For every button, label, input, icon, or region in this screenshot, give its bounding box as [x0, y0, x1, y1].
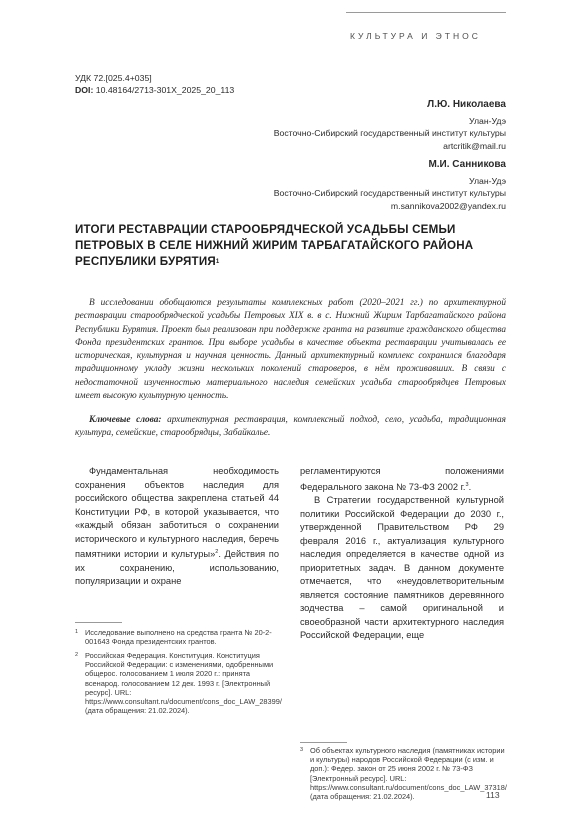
header-rule	[346, 12, 506, 13]
abstract: В исследовании обобщаются результаты комплексных работ (2020–2021 гг.) по архитектурной реставрации старообрядческой усадьбы Петровых XIX в. в с. Нижний Жирим Тарбагатайского района Республики Бурятия. Проект был реализован при поддержке гранта на развитие гражданского общества Фонда президентских грантов. При выборе усадьбы в качестве объекта реставрации учитывалась ее историческая, культурная и научная ценность. Данный архитектурный комплекс сохранился благодаря традиционному укладу жизни нескольких поколений староверов, в нём проживавших. В связи с недостаточной изученностью материального наследия семейских усадьба старообрядцев Петровых имеет высокую культурную ценность.	[75, 298, 506, 402]
footnote-text: Об объектах культурного наследия (памятниках истории и культуры) народов Российской Федерации (с изм. и доп.): Федер. закон от 25 июня 2002 г. № 73-ФЗ [Электронный ресурс]. URL: https://www.consultant.ru/document/cons_doc_LAW_37318/ (дата обращения: 21.02.2024).	[310, 746, 507, 802]
paragraph	[75, 465, 279, 589]
footnote-ref[interactable]: 2	[215, 549, 219, 555]
doi-value: 10.48164/2713-301X_2025_20_113	[93, 85, 235, 95]
paragraph-text: Фундаментальная необходимость сохранения объектов наследия для российского общества закреплена статьей 44 Конституции РФ, в которой указывается, что «каждый обязан заботиться о сохранении исторического и культурного наследия, беречь памятники истории и культуры»	[75, 466, 279, 560]
keywords-label: Ключевые слова:	[89, 415, 162, 425]
footnote-rule	[300, 742, 347, 743]
keywords-text: архитектурная реставрация, комплексный подход, село, усадьба, традиционная культура, семейские, старообрядцы, Забайкалье.	[75, 415, 506, 439]
author-institution: Восточно-Сибирский государственный институт культуры	[273, 128, 506, 139]
footnote	[75, 651, 282, 716]
paragraph-text: . Действия по их сохранению, использованию, популяризации и охране	[75, 549, 280, 587]
page-number: 113	[486, 790, 500, 800]
paragraph-text: .	[468, 481, 472, 492]
paragraph-text: регламентируются положениями Федерального закона № 73-ФЗ 2002 г.	[300, 466, 504, 492]
author-email[interactable]: artcritik@mail.ru	[443, 140, 506, 151]
author-1	[274, 99, 506, 152]
author-city: Улан-Удэ	[469, 116, 506, 127]
udk: УДК 72.[025.4+035]	[75, 73, 152, 83]
footnote-text: Российская Федерация. Конституция. Конституция Российской Федерации: с изменениями, одобренными общерос. голосованием 1 июля 2020 г.: принята всенарод. голосованием 12 дек. 1993 г. [Электронный ресурс]. URL: https://www.consultant.ru/document/cons_doc_LAW_28399/ (дата обращения: 21.02.2024).	[85, 651, 282, 716]
author-email[interactable]: m.sannikova2002@yandex.ru	[390, 200, 506, 211]
body-column-right	[300, 465, 504, 643]
paragraph	[300, 465, 504, 494]
paragraph: В Стратегии государственной культурной политики Российской Федерации до 2030 г., утвержденной Правительством РФ 29 февраля 2016 г., актуализация культурного наследия определяется в качестве одной из приоритетных задач. В данном документе отмечается, что «неудовлетворительным является состояние памятников деревянного зодчества – самой оригинальной и своеобразной части архитектурного наследия Российской Федерации, еще	[300, 495, 504, 641]
footnote-rule	[75, 622, 122, 623]
author-name: Л.Ю. Николаева	[427, 99, 506, 110]
article-title	[75, 222, 515, 271]
title-footnote-mark[interactable]: 1	[215, 259, 220, 266]
title-text: ИТОГИ РЕСТАВРАЦИИ СТАРООБРЯДЧЕСКОЙ УСАДЬБЫ СЕМЬИ ПЕТРОВЫХ В СЕЛЕ НИЖНИЙ ЖИРИМ ТАРБАГАТАЙСКОГО РАЙОНА РЕСПУБЛИКИ БУРЯТИЯ	[75, 223, 474, 269]
footnote-number: 1	[75, 629, 79, 635]
doi-label: DOI:	[75, 85, 94, 95]
footnote-number: 2	[75, 652, 79, 658]
body-column-left	[75, 465, 279, 589]
keywords	[75, 414, 506, 441]
footnote-number: 3	[300, 747, 304, 753]
footnote	[300, 746, 506, 801]
doi	[75, 85, 234, 95]
footnote-text: Исследование выполнено на средства гранта № 20-2-001643 Фонда президентских грантов.	[85, 628, 272, 647]
footnote	[75, 628, 279, 646]
author-city: Улан-Удэ	[469, 176, 506, 187]
author-2	[274, 159, 506, 212]
footnote-ref[interactable]: 3	[465, 481, 469, 488]
author-institution: Восточно-Сибирский государственный институт культуры	[273, 188, 506, 199]
journal-section: КУЛЬТУРА И ЭТНОС	[350, 31, 481, 41]
author-name: М.И. Санникова	[428, 159, 506, 170]
